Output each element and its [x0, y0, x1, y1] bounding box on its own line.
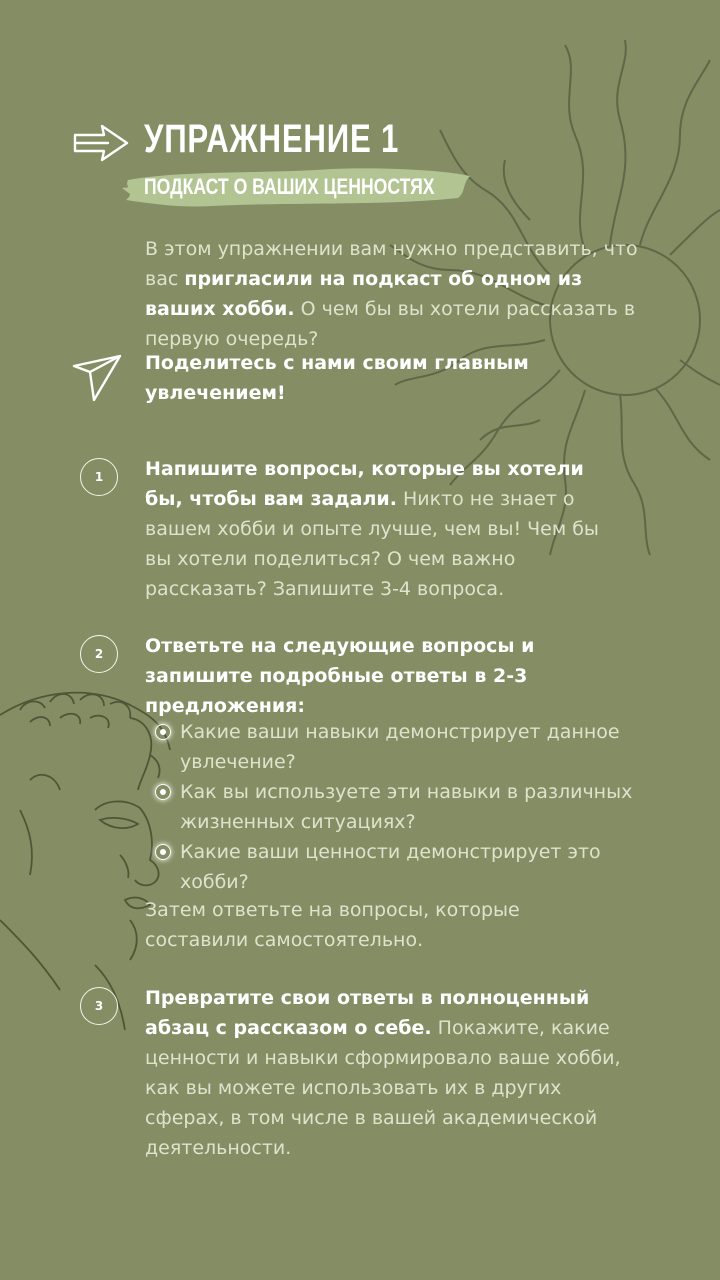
step-1-text: Напишите вопросы, которые вы хотели бы, чтобы вам задали. Никто не знает о вашем хобби и опыте лучше, чем вы! Чем бы вы хотели поделиться? О чем важно рассказать? Запишите 3-4 вопроса.: [145, 458, 599, 600]
step-number-1: 1: [80, 458, 118, 496]
list-item: Какие ваши ценности демонстрирует это хобби?: [155, 837, 635, 897]
step-2-bullet-list: [155, 717, 635, 897]
bullet-circle-icon: [155, 784, 171, 800]
intro-text: В этом упражнении вам нужно представить, что вас пригласили на подкаст об одном из ваших хобби. О чем бы вы хотели рассказать в первую очередь?: [145, 238, 638, 350]
bullet-circle-icon: [155, 724, 171, 740]
step-2-heading: Ответьте на следующие вопросы и запишите подробные ответы в 2-3 предложения:: [145, 635, 535, 717]
list-item: Какие ваши навыки демонстрирует данное увлечение?: [155, 717, 635, 777]
paper-plane-icon: [72, 352, 124, 404]
exercise-title: УПРАЖНЕНИЕ 1: [144, 117, 400, 161]
step-3-text: Превратите свои ответы в полноценный абзац с рассказом о себе. Покажите, какие ценности и навыки сформировало ваше хобби, как вы можете использовать их в других сферах, в том числе в вашей академической деятельности.: [145, 987, 621, 1159]
bullet-circle-icon: [155, 844, 171, 860]
step-2-after-text: Затем ответьте на вопросы, которые составили самостоятельно.: [145, 899, 520, 951]
intro-callout: Поделитесь с нами своим главным увлечением!: [145, 352, 529, 404]
step-number-3: 3: [80, 987, 118, 1025]
exercise-subtitle: ПОДКАСТ О ВАШИХ ЦЕННОСТЯХ: [144, 174, 435, 199]
step-number-2: 2: [80, 635, 118, 673]
list-item: Как вы используете эти навыки в различных жизненных ситуациях?: [155, 777, 635, 837]
arrow-right-icon: [72, 123, 130, 163]
